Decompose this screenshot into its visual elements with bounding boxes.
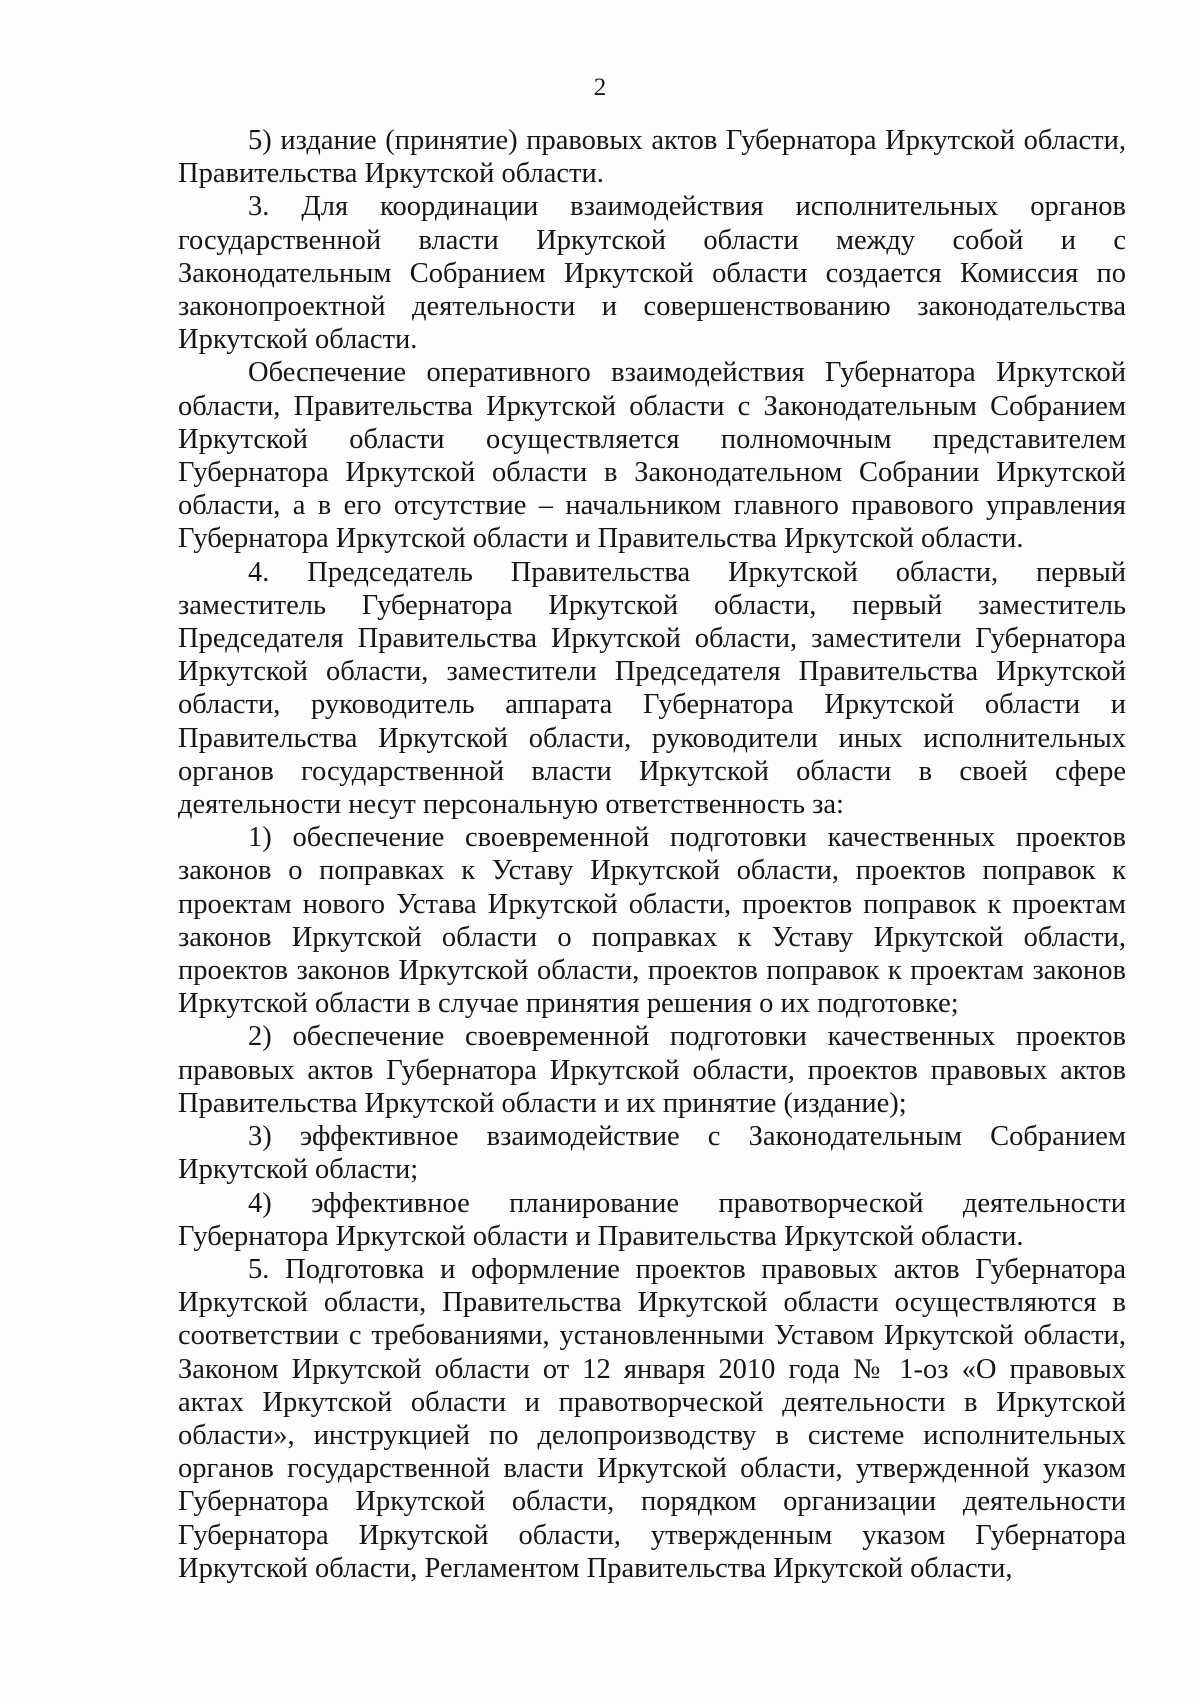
paragraph-clause-4-item-2: 2) обеспечение своевременной подготовки качественных проектов правовых актов Губернатора Иркутской области, проектов правовых актов Правительства Иркутской области и их принятие (издание); [178,1021,1126,1119]
paragraph-clause-5: 5. Подготовка и оформление проектов правовых актов Губернатора Иркутской области, Правительства Иркутской области осуществляются в соответствии с требованиями, установленными Уставом Иркутской области, Законом Иркутской области от 12 января 2010 года № 1-оз «О правовых актах Иркутской области и правотворческой деятельности в Иркутской области», инструкцией по делопроизводству в системе исполнительных органов государственной власти Иркутской области, утвержденной указом Губернатора Иркутской области, порядком организации деятельности Губернатора Иркутской области, утвержденным указом Губернатора Иркутской области, Регламентом Правительства Иркутской области, [178,1253,1126,1584]
paragraph-item-5-continuation: 5) издание (принятие) правовых актов Губернатора Иркутской области, Правительства Иркутской области. [178,125,1126,190]
paragraph-clause-3: 3. Для координации взаимодействия исполнительных органов государственной власти Иркутской области между собой и с Законодательным Собранием Иркутской области создается Комиссия по законопроектной деятельности и совершенствованию законодательства Иркутской области. [178,191,1126,356]
paragraph-clause-4: 4. Председатель Правительства Иркутской области, первый заместитель Губернатора Иркутской области, первый заместитель Председателя Правительства Иркутской области, заместители Губернатора Иркутской области, заместители Председателя Правительства Иркутской области, руководитель аппарата Губернатора Иркутской области и Правительства Иркутской области, руководители иных исполнительных органов государственной власти Иркутской области в своей сфере деятельности несут персональную ответственность за: [178,556,1126,821]
paragraph-clause-4-item-4: 4) эффективное планирование правотворческой деятельности Губернатора Иркутской области и Правительства Иркутской области. [178,1187,1126,1252]
paragraph-clause-4-item-1: 1) обеспечение своевременной подготовки качественных проектов законов о поправках к Уставу Иркутской области, проектов поправок к проектам нового Устава Иркутской области, проектов поправок к проектам законов Иркутской области о поправках к Уставу Иркутской области, проектов законов Иркутской области, проектов поправок к проектам законов Иркутской области в случае принятия решения о их подготовке; [178,822,1126,1020]
paragraph-clause-4-item-3: 3) эффективное взаимодействие с Законодательным Собранием Иркутской области; [178,1121,1126,1186]
paragraph-clause-3-interaction: Обеспечение оперативного взаимодействия Губернатора Иркутской области, Правительства Иркутской области с Законодательным Собранием Иркутской области осуществляется полномочным представителем Губернатора Иркутской области в Законодательном Собрании Иркутской области, а в его отсутствие – начальником главного правового управления Губернатора Иркутской области и Правительства Иркутской области. [178,357,1126,555]
document-body [178,124,1126,1585]
page-number: 2 [593,74,607,101]
